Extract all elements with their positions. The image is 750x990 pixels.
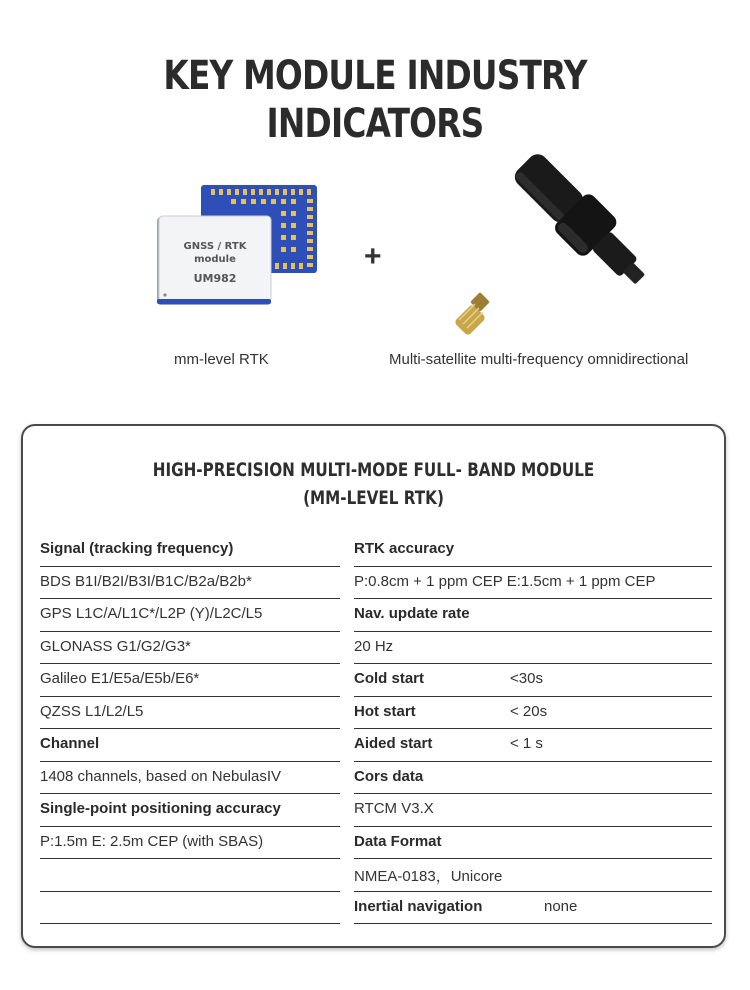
connector-icon (454, 292, 490, 335)
spec-left-cell: BDS B1I/B2I/B3I/B1C/B2a/B2b* (40, 572, 252, 590)
spec-row (40, 892, 712, 925)
row-divider-right (354, 923, 712, 924)
spec-row (40, 827, 712, 860)
antenna-caption: Multi-satellite multi-frequency omnidirectional (389, 351, 689, 368)
spec-left-cell: Single-point positioning accuracy (40, 800, 281, 817)
spec-right-cell: Data Format (354, 832, 442, 850)
spec-row (40, 567, 712, 600)
spec-row (40, 729, 712, 762)
spec-row (40, 664, 712, 697)
spec-right-cell: RTCM V3.X (354, 800, 434, 817)
spec-card-title-line2: (MM-LEVEL RTK) (303, 487, 444, 509)
chip-model: UM982 (193, 272, 237, 285)
spec-left-cell: 1408 channels, based on NebulasIV (40, 767, 282, 785)
spec-left-cell: P:1.5m E: 2.5m CEP (with SBAS) (40, 832, 264, 850)
spec-right-cell: P:0.8cm + 1 ppm CEP E:1.5cm + 1 ppm CEP (354, 572, 656, 590)
spec-card (21, 424, 726, 948)
chip-label-line1: GNSS / RTK (183, 241, 247, 252)
spec-right-cell: NMEA-0183，Unicore (354, 868, 503, 885)
spec-right-cell: 20 Hz (354, 637, 394, 655)
spec-card-title (93, 456, 654, 512)
spec-left-cell: QZSS L1/L2/L5 (40, 702, 144, 720)
plus-sign: + (364, 240, 382, 273)
spec-row (40, 697, 712, 730)
page-title: KEY MODULE INDUSTRY INDICATORS (163, 53, 587, 147)
spec-value-cell: <30s (510, 670, 543, 687)
spec-right-cell: Aided start (354, 735, 433, 752)
spec-row (40, 859, 712, 892)
spec-left-cell: Galileo E1/E5a/E5b/E6* (40, 670, 200, 687)
chip-caption: mm-level RTK (174, 351, 269, 368)
spec-value-cell: < 20s (510, 702, 548, 720)
gnss-module-image (155, 183, 320, 308)
spec-left-cell: Signal (tracking frequency) (40, 540, 234, 557)
spec-row (40, 794, 712, 827)
spec-left-cell: GPS L1C/A/L1C*/L2P (Y)/L2C/L5 (40, 605, 263, 622)
spec-right-cell: Hot start (354, 702, 416, 720)
spec-left-cell: GLONASS G1/G2/G3* (40, 637, 191, 655)
spec-right-cell: Inertial navigation (354, 897, 483, 915)
spec-row (40, 534, 712, 567)
spec-right-cell: Cold start (354, 670, 425, 687)
spec-row (40, 599, 712, 632)
spec-row (40, 632, 712, 665)
spec-card-title-line1: HIGH-PRECISION MULTI-MODE FULL- BAND MODULE (152, 459, 595, 481)
spec-right-cell: RTK accuracy (354, 540, 455, 557)
row-divider-left (40, 923, 340, 924)
chip-label-line2: module (194, 254, 236, 265)
spec-table (40, 534, 712, 924)
spec-value-cell: none (544, 897, 578, 915)
spec-right-cell: Cors data (354, 767, 424, 785)
spec-left-cell: Channel (40, 735, 100, 752)
spec-right-cell: Nav. update rate (354, 605, 470, 622)
spec-row (40, 762, 712, 795)
antenna-image (445, 150, 680, 335)
spec-value-cell: < 1 s (510, 735, 543, 752)
